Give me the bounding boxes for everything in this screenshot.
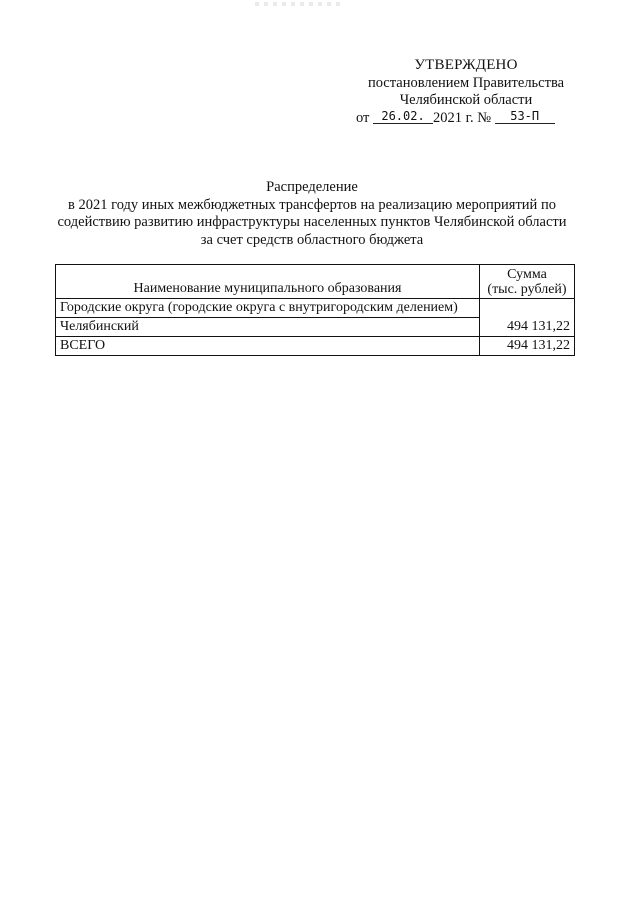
group-label-cell: Городские округа (городские округа с внутригородским делением) [56,299,480,318]
header-sum-cell [480,265,575,299]
header-sum-unit: (тыс. рублей) [487,282,567,297]
table-header-row [56,265,575,299]
scan-artifact [255,2,345,6]
header-name-cell: Наименование муниципального образования [56,265,480,299]
heading-title: Распределение [266,179,358,195]
row-name-cell: Челябинский [56,318,480,337]
table-total-row [56,337,575,356]
approval-line-2: Челябинской области [399,92,533,108]
year-text: 2021 г. № [433,109,492,126]
table-row-group [56,299,575,318]
distribution-table [55,264,575,356]
approval-title: УТВЕРЖДЕНО [414,57,518,73]
approval-stamp [356,57,576,127]
total-label-cell: ВСЕГО [56,337,480,356]
document-heading [52,179,572,249]
approval-line-1: постановлением Правительства [367,74,565,91]
date-field: 26.02. [373,110,433,124]
heading-description: в 2021 году иных межбюджетных трансфертов на реализацию мероприятий по содействию развитию инфраструктуры населенных пунктов Челябинской области за счет средств областного бюджета [57,196,567,248]
row-value-cell: 494 131,22 [480,299,575,337]
date-prefix: от [356,109,370,126]
decree-number-field: 53-П [495,110,555,124]
header-sum-label: Сумма [507,267,547,282]
total-value-cell: 494 131,22 [480,337,575,356]
approval-date-line [356,110,576,128]
